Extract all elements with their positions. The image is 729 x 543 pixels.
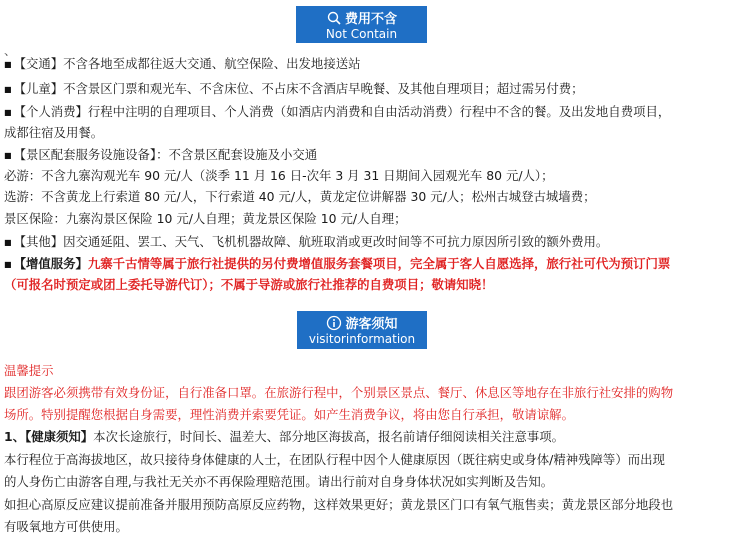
facility-line: 选游：不含黄龙上行索道 80 元/人，下行索道 40 元/人，黄龙定位讲解器 30 元/人；松州古城登古城墙费； (4, 189, 596, 204)
value-added-item-cont: （可报名时预定或团上委托导游代订）；不属于导游或旅行社推荐的自费项目；敬请知晓！ (4, 277, 494, 292)
facility-line: 景区保险：九寨沟景区保险 10 元/人自理；黄龙景区保险 10 元/人自理； (4, 211, 407, 226)
health-paragraph-line: 本行程位于高海拔地区，故只接待身体健康的人士，在团队行程中因个人健康原因（既往病史或身体/精神残障等）而出现 (4, 452, 665, 467)
info-icon (326, 315, 342, 331)
health-paragraph-line: 有吸氧地方可供使用。 (4, 519, 128, 534)
health-paragraph-line: 如担心高原反应建议提前准备并服用预防高原反应药物，这样效果更好；黄龙景区门口有氧气瓶售卖；黄龙景区部分地段也 (4, 497, 674, 512)
notice-banner-title-line (297, 315, 427, 333)
search-icon (326, 10, 342, 26)
cost-excluded-banner (296, 6, 427, 43)
warm-tip-title: 温馨提示 (4, 363, 54, 378)
facility-line: 必游：不含九寨沟观光车 90 元/人（淡季 11 月 16 日-次年 3 月 31 日期间入园观光车 80 元/人）； (4, 168, 554, 183)
excluded-item: ■ 【儿童】不含景区门票和观光车、不含床位、不占床不含酒店早晚餐、及其他自理项目；超过需另付费； (4, 81, 584, 96)
warm-tip-line: 场所。特别提醒您根据自身需要，理性消费并索要凭证。如产生消费争议，将由您自行承担，敬请谅解。 (4, 407, 574, 422)
cost-banner-title-en: Not Contain (325, 26, 398, 41)
notice-banner-title-cn: 游客须知 (345, 317, 398, 332)
excluded-item: ■ 【景区配套服务设施设备】：不含景区配套设施及小交通 (4, 147, 318, 162)
stray-mark: 、 (4, 44, 17, 58)
health-paragraph-line: 的人身伤亡由游客自理,与我社无关亦不再保险理赔范围。请出行前对自身身体状况如实判断及告知。 (4, 474, 554, 489)
other-item: ■ 【其他】因交通延阻、罢工、天气、飞机机器故障、航班取消或更改时间等不可抗力原因所引致的额外费用。 (4, 234, 609, 249)
health-heading: 1、【健康须知】本次长途旅行，时间长、温差大、部分地区海拔高，报名前请仔细阅读相关注意事项。 (4, 429, 565, 444)
value-added-item: ■ 【增值服务】九寨千古情等属于旅行社提供的另付费增值服务套餐项目，完全属于客人自愿选择，旅行社可代为预订门票 (4, 256, 671, 271)
excluded-item: ■ 【个人消费】行程中注明的自理项目、个人消费（如酒店内消费和自由活动消费）行程中不含的餐。及出发地自费项目， (4, 104, 671, 119)
cost-banner-title-cn: 费用不含 (344, 12, 397, 27)
cost-banner-title-line (296, 10, 427, 28)
notice-banner-title-en: visitorinformation (308, 331, 416, 346)
warm-tip-line: 跟团游客必须携带有效身份证，自行准备口罩。在旅游行程中，个别景区景点、餐厅、休息区等地存在非旅行社安排的购物 (4, 385, 674, 400)
excluded-item: ■ 【交通】不含各地至成都往返大交通、航空保险、出发地接送站 (4, 56, 361, 71)
excluded-item-cont: 成都往宿及用餐。 (4, 125, 104, 140)
visitor-notice-banner (297, 311, 427, 349)
